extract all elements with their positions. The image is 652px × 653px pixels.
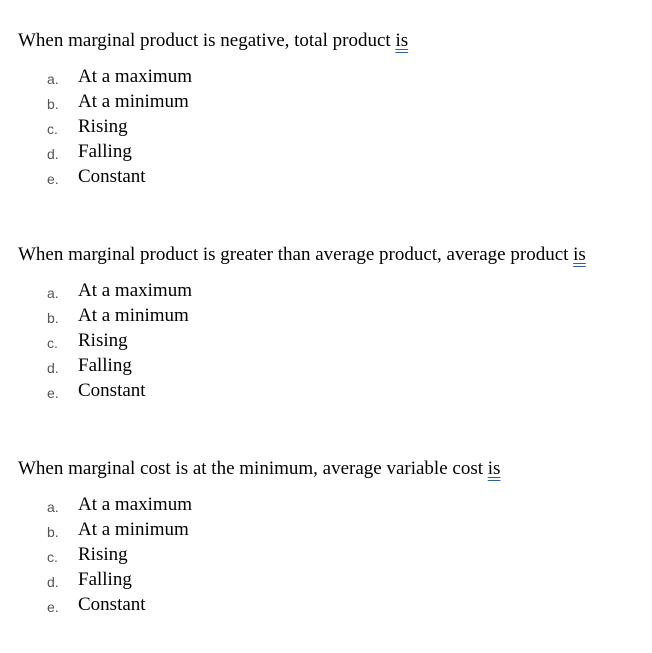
option-d[interactable] [18,141,638,166]
option-letter: e. [47,599,59,615]
option-letter: c. [47,335,58,351]
option-letter: a. [47,71,59,87]
option-text: At a maximum [78,494,192,515]
option-text: Constant [78,166,146,187]
option-b[interactable] [18,519,638,544]
option-list [18,66,638,191]
question-stem-text: When marginal cost is at the minimum, average variable cost [18,458,483,479]
option-letter: b. [47,96,59,112]
option-text: Constant [78,594,146,615]
option-letter: d. [47,360,59,376]
option-letter: c. [47,549,58,565]
option-text: Rising [78,116,128,137]
question-stem-tail: is [487,458,501,479]
option-text: Rising [78,544,128,565]
question-3 [18,458,638,619]
option-letter: b. [47,524,59,540]
option-letter: e. [47,385,59,401]
option-text: At a maximum [78,66,192,87]
option-c[interactable] [18,330,638,355]
question-stem-text: When marginal product is greater than average product, average product [18,244,569,265]
option-e[interactable] [18,594,638,619]
option-letter: e. [47,171,59,187]
option-b[interactable] [18,305,638,330]
option-letter: a. [47,285,59,301]
question-1 [18,30,638,191]
option-a[interactable] [18,494,638,519]
question-stem-tail: is [395,30,409,51]
option-text: At a maximum [78,280,192,301]
question-stem [18,458,638,480]
option-a[interactable] [18,66,638,91]
option-text: At a minimum [78,519,189,540]
question-stem-text: When marginal product is negative, total product [18,30,391,51]
option-text: Falling [78,355,132,376]
option-d[interactable] [18,355,638,380]
option-text: Constant [78,380,146,401]
option-text: Falling [78,141,132,162]
question-2 [18,244,638,405]
option-text: At a minimum [78,305,189,326]
option-e[interactable] [18,166,638,191]
option-text: At a minimum [78,91,189,112]
question-stem-tail: is [573,244,586,265]
option-c[interactable] [18,544,638,569]
option-letter: c. [47,121,58,137]
question-stem [18,244,638,266]
option-list [18,280,638,405]
option-b[interactable] [18,91,638,116]
option-letter: d. [47,574,59,590]
option-list [18,494,638,619]
option-d[interactable] [18,569,638,594]
option-text: Rising [78,330,128,351]
option-a[interactable] [18,280,638,305]
option-letter: b. [47,310,59,326]
option-c[interactable] [18,116,638,141]
option-letter: a. [47,499,59,515]
option-e[interactable] [18,380,638,405]
question-stem [18,30,638,52]
option-text: Falling [78,569,132,590]
option-letter: d. [47,146,59,162]
